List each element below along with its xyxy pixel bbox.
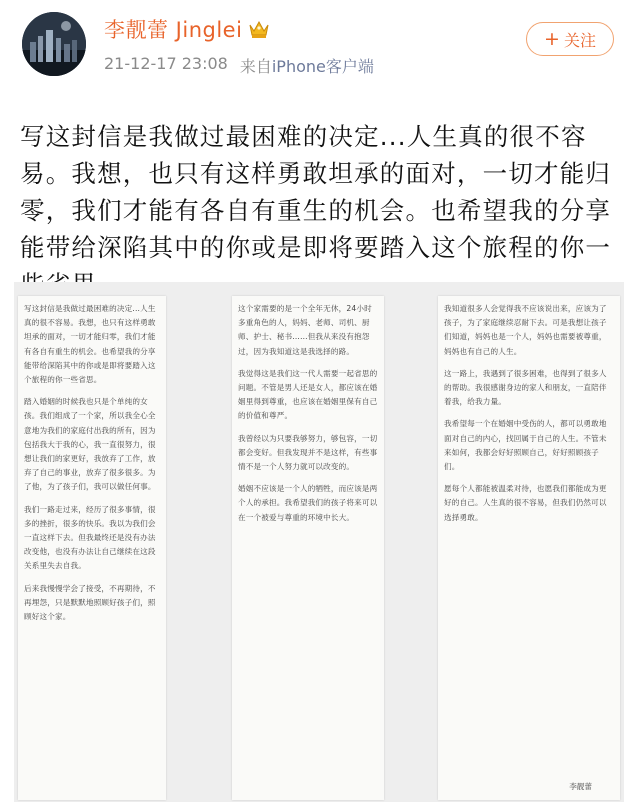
- post-meta: [104, 54, 374, 77]
- letter-page-2-text: [238, 302, 378, 794]
- letter-paragraph: 我曾经以为只要我够努力，够包容，一切都会变好。但我发现并不是这样，有些事情不是一个人努力就可以改变的。: [238, 433, 378, 472]
- letter-page-3: [438, 296, 620, 800]
- post-source: [240, 54, 374, 77]
- letter-paragraph: 我觉得这是我们这一代人需要一起省思的问题。不管是男人还是女人，都应该在婚姻里得到尊重，也应该在婚姻里保有自己的价值和尊严。: [238, 368, 378, 421]
- letter-page-3-text: [444, 302, 614, 794]
- letter-paragraph: 愿每个人都能被温柔对待，也愿我们都能成为更好的自己。人生真的很不容易，但我们仍然可以选择勇敢。: [444, 484, 607, 522]
- follow-label: 关注: [563, 30, 596, 50]
- letter-paragraph: 这个家需要的是一个全年无休，24小时多重角色的人，妈妈、老师、司机、厨师、护士、秘书……但我从来没有抱怨过，因为我知道这是我选择的路。: [238, 304, 372, 356]
- letter-page-1: [18, 296, 166, 800]
- letter-paragraph: 我们一路走过来，经历了很多事情，很多的挫折，很多的快乐。我以为我们会一直这样下去。但我最终还是没有办法改变他，也没有办法让自己继续在这段关系里失去自我。: [24, 504, 156, 571]
- letter-paragraph: 后来我慢慢学会了接受，不再期待，不再埋怨，只是默默地照顾好孩子们，照顾好这个家。: [24, 583, 156, 622]
- avatar-photo: [22, 12, 86, 76]
- letter-paragraph: 我希望每一个在婚姻中受伤的人，都可以勇敢地面对自己的内心，找回属于自己的人生。不管未来如何，我都会好好照顾自己，好好照顾孩子们。: [444, 419, 607, 472]
- letter-paragraph: 婚姻不应该是一个人的牺牲，而应该是两个人的承担。我希望我们的孩子将来可以在一个被爱与尊重的环境中长大。: [238, 484, 378, 522]
- letter-image[interactable]: [14, 282, 624, 802]
- follow-button[interactable]: [526, 22, 614, 56]
- letter-signature: 李靓蕾: [569, 782, 592, 791]
- post-timestamp: 21-12-17 23:08: [104, 54, 228, 73]
- name-row: [104, 14, 270, 44]
- source-prefix: 来自: [239, 57, 272, 76]
- letter-paragraph: 这一路上，我遇到了很多困难，也得到了很多人的帮助。我很感谢身边的家人和朋友，一直陪伴着我，给我力量。: [444, 368, 607, 407]
- letter-page-1-text: [24, 302, 160, 794]
- letter-paragraph: 写这封信是我做过最困难的决定...人生真的很不容易。我想，也只有这样勇敢坦承的面对，一切才能归零，我们才能有各自有重生的机会。也希望我的分享能带给深陷其中的你或是即将要踏入这个旅程的你一些省思。: [24, 304, 156, 385]
- crown-icon: [248, 19, 270, 39]
- letter-paragraph: 我知道很多人会觉得我不应该说出来，应该为了孩子，为了家庭继续忍耐下去。可是我想让孩子们知道，妈妈也是一个人，妈妈也需要被尊重，妈妈也有自己的人生。: [444, 304, 607, 356]
- avatar[interactable]: [22, 12, 86, 76]
- plus-icon: +: [544, 27, 560, 50]
- post-caption: 写这封信是我做过最困难的决定...人生真的很不容易。我想，也只有这样勇敢坦承的面对，一切才能归零，我们才能有各自有重生的机会。也希望我的分享能带给深陷其中的你或是即将要踏入这个旅程的你一: [20, 122, 612, 262]
- letter-page-2: [232, 296, 384, 800]
- post-header: [0, 0, 636, 90]
- user-name[interactable]: 李靓蕾 Jinglei: [104, 18, 243, 42]
- source-link[interactable]: iPhone客户端: [271, 57, 374, 76]
- letter-paragraph: 踏入婚姻的时候我也只是个单纯的女孩。我们组成了一个家，所以我全心全意地为我们的家庭付出我的所有，因为包括我大于我的心，我一直很努力，很想让我们的家更好，我放弃了工作，放弃了自己的事业，放弃了很多很多。为了他，为了孩子们，我可以做任何事。: [24, 397, 156, 492]
